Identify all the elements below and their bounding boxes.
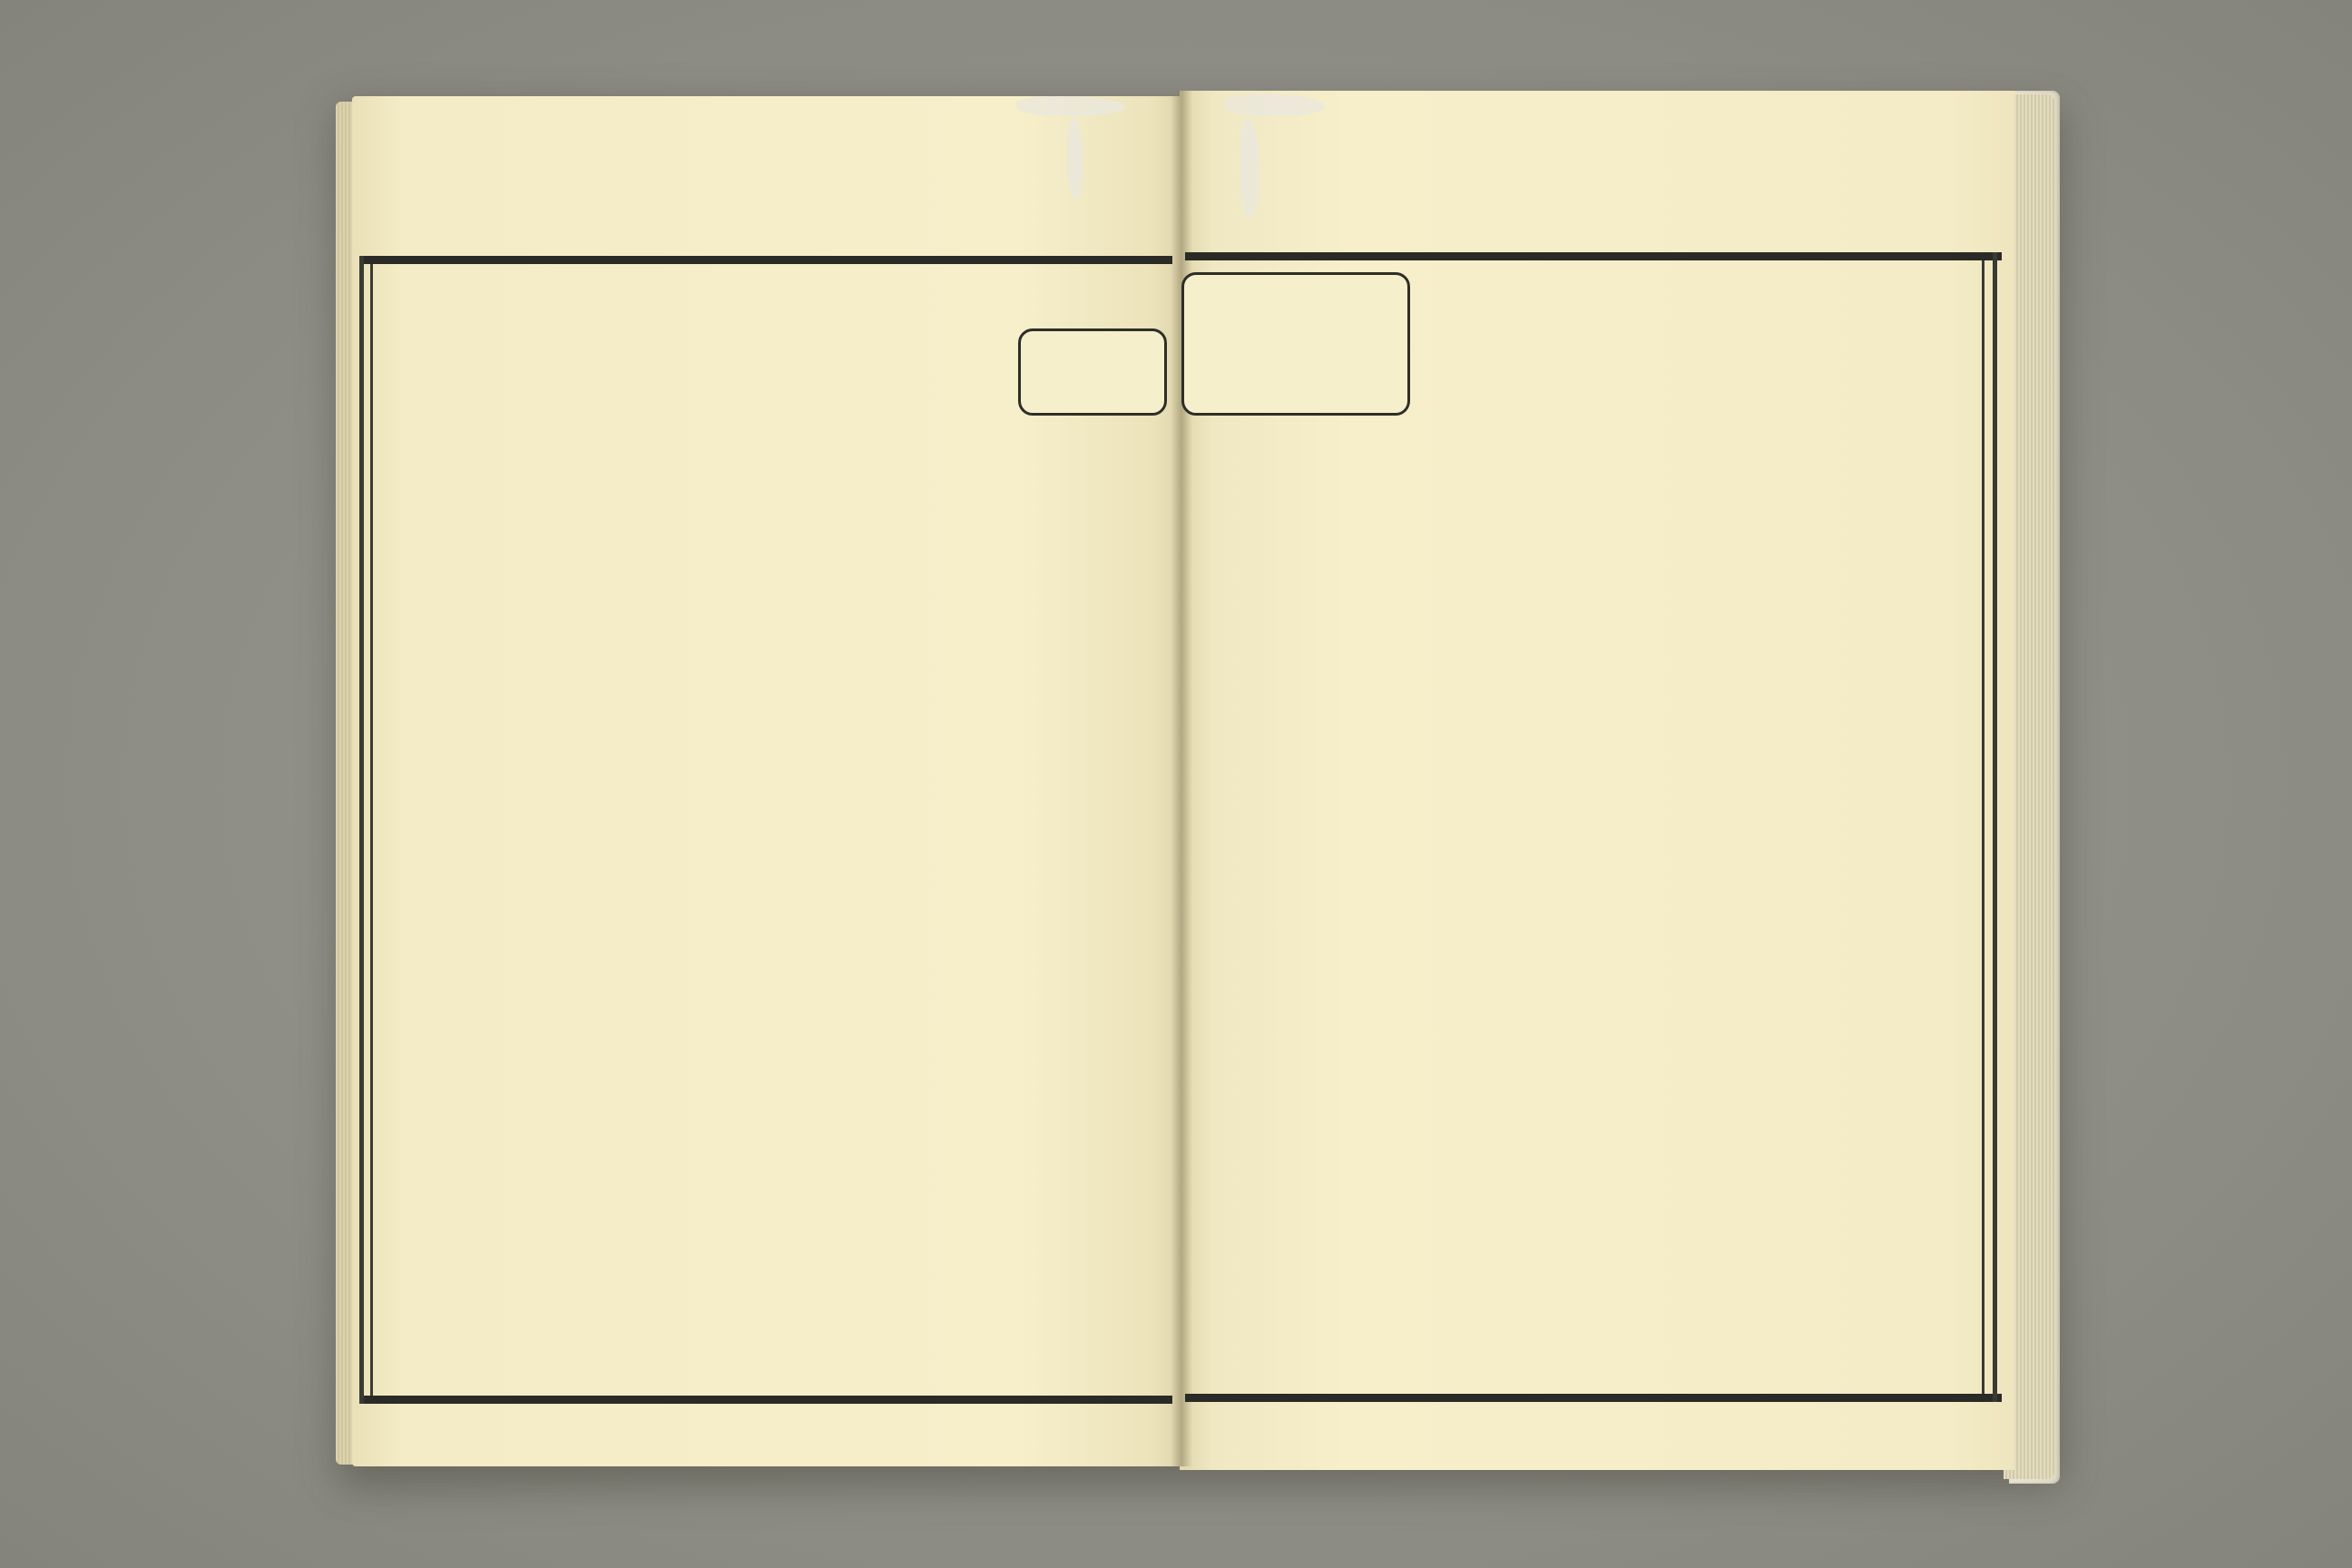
- right-outer-border: [1993, 252, 1997, 1402]
- left-outer-border: [359, 256, 364, 1404]
- left-inner-border: [370, 264, 373, 1396]
- left-title-cartouche: [1018, 328, 1167, 416]
- right-inner-border: [1982, 260, 1984, 1394]
- right-bottom-rule: [1185, 1394, 2002, 1402]
- paper-damage: [1225, 94, 1325, 116]
- left-top-rule: [359, 256, 1172, 264]
- right-top-rule: [1185, 252, 2002, 260]
- left-bottom-rule: [359, 1396, 1172, 1404]
- paper-damage: [1016, 96, 1125, 116]
- right-title-cartouche: [1181, 272, 1410, 416]
- left-page: [352, 96, 1185, 1466]
